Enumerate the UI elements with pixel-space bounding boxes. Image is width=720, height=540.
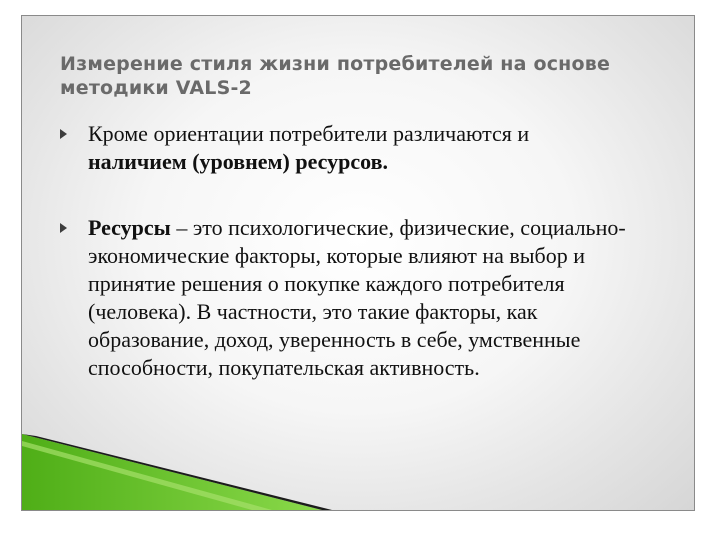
spacer [60,176,660,214]
bullet-text-bold: наличием (уровнем) ресурсов. [88,149,388,174]
bullet-item-resources [60,214,660,382]
bullet-item-orientation [60,120,660,176]
slide [21,15,695,511]
bullet-text-part: – это психологические, физические, социально-экономические факторы, которые влияют на выбор и принятие решения о покупке каждого потребителя (человека). В частности, это такие факторы, как образование, доход, уверенность в себе, умственные способности, покупательская активность. [88,215,626,380]
bullet-text [88,120,660,176]
bullet-text-bold: Ресурсы [88,215,171,240]
slide-title-line-2: методики VALS-2 [60,77,252,99]
bullet-arrow-icon [60,223,67,233]
slide-title [60,52,660,100]
slide-title-line-1: Измерение стиля жизни потребителей на основе [60,53,611,75]
bullet-list [60,120,660,382]
bullet-text-part: Кроме ориентации потребители различаются и [88,121,530,146]
bullet-arrow-icon [60,129,67,139]
bullet-text [88,214,660,382]
